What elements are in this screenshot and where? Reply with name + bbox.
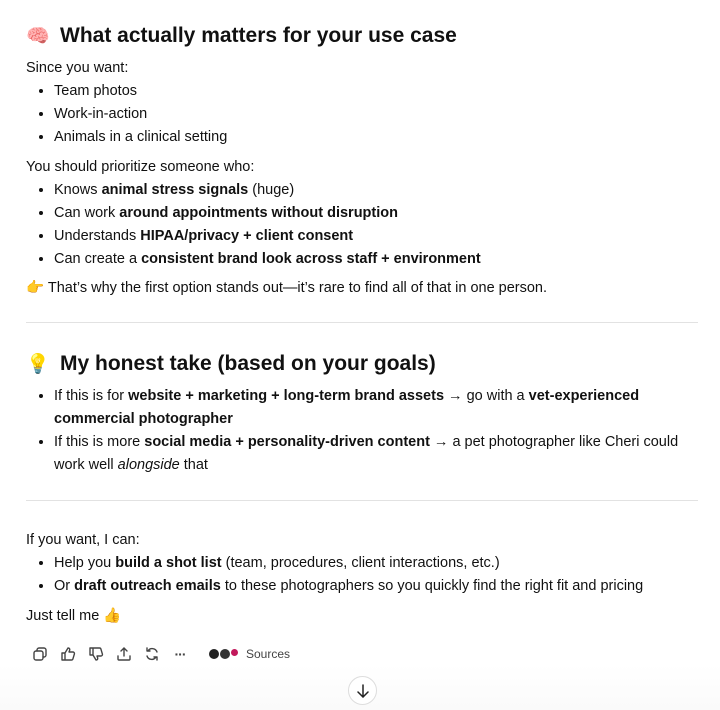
list-item: • Work-in-action (54, 103, 698, 126)
more-icon: ··· (174, 646, 186, 662)
list-item: • Or draft outreach emails to these photographers so you quickly find the right fit and pricing (54, 575, 698, 598)
heading-text: What actually matters for your use case (60, 24, 457, 47)
scroll-down-button[interactable] (348, 676, 377, 705)
source-favicons (208, 648, 238, 660)
sources-label: Sources (246, 647, 291, 661)
thumbs-up-icon (60, 646, 76, 662)
more-button[interactable] (166, 643, 194, 665)
copy-button[interactable] (26, 643, 54, 665)
list-item: • Can create a consistent brand look across staff + environment (54, 248, 698, 271)
regenerate-button[interactable] (138, 643, 166, 665)
like-button[interactable] (54, 643, 82, 665)
prioritize-text: You should prioritize someone who: (26, 159, 255, 175)
list-item: • Team photos (54, 80, 698, 103)
pointing-hand-icon: 👉 (26, 280, 45, 296)
brain-icon: 🧠 (26, 26, 50, 47)
lightbulb-icon: 💡 (26, 354, 50, 375)
refresh-icon (144, 646, 160, 662)
list-item: • Understands HIPAA/privacy + client consent (54, 225, 698, 248)
closing-text: Just tell me 👍 (26, 608, 122, 624)
take-list (26, 385, 698, 477)
wants-list (26, 80, 698, 149)
response-content (26, 0, 698, 628)
list-item: • Animals in a clinical setting (54, 126, 698, 149)
offer-list (26, 552, 698, 598)
sources-button[interactable] (208, 647, 290, 661)
message-actions (26, 643, 290, 665)
offer-intro: If you want, I can: (26, 532, 140, 548)
source-favicon (230, 648, 239, 657)
prioritize-list (26, 179, 698, 271)
section-heading (26, 21, 698, 51)
arrow-down-icon (356, 684, 370, 698)
section-heading (26, 349, 698, 379)
thumbs-up-emoji: 👍 (103, 608, 122, 624)
list-item: • If this is more social media + personality-driven content → a pet photographer like Cheri could work well alongside that (54, 431, 698, 477)
heading-text: My honest take (based on your goals) (60, 352, 436, 375)
share-icon (116, 646, 132, 662)
share-button[interactable] (110, 643, 138, 665)
dislike-button[interactable] (82, 643, 110, 665)
list-item: • Knows animal stress signals (huge) (54, 179, 698, 202)
source-favicon (219, 648, 231, 660)
intro-text: Since you want: (26, 60, 129, 76)
copy-icon (32, 646, 48, 662)
list-item: • Help you build a shot list (team, procedures, client interactions, etc.) (54, 552, 698, 575)
list-item: • Can work around appointments without disruption (54, 202, 698, 225)
note-text: 👉 That’s why the first option stands out—it’s rare to find all of that in one person. (26, 280, 548, 296)
thumbs-down-icon (88, 646, 104, 662)
list-item: • If this is for website + marketing + long-term brand assets → go with a vet-experienced commercial photographer (54, 385, 698, 431)
